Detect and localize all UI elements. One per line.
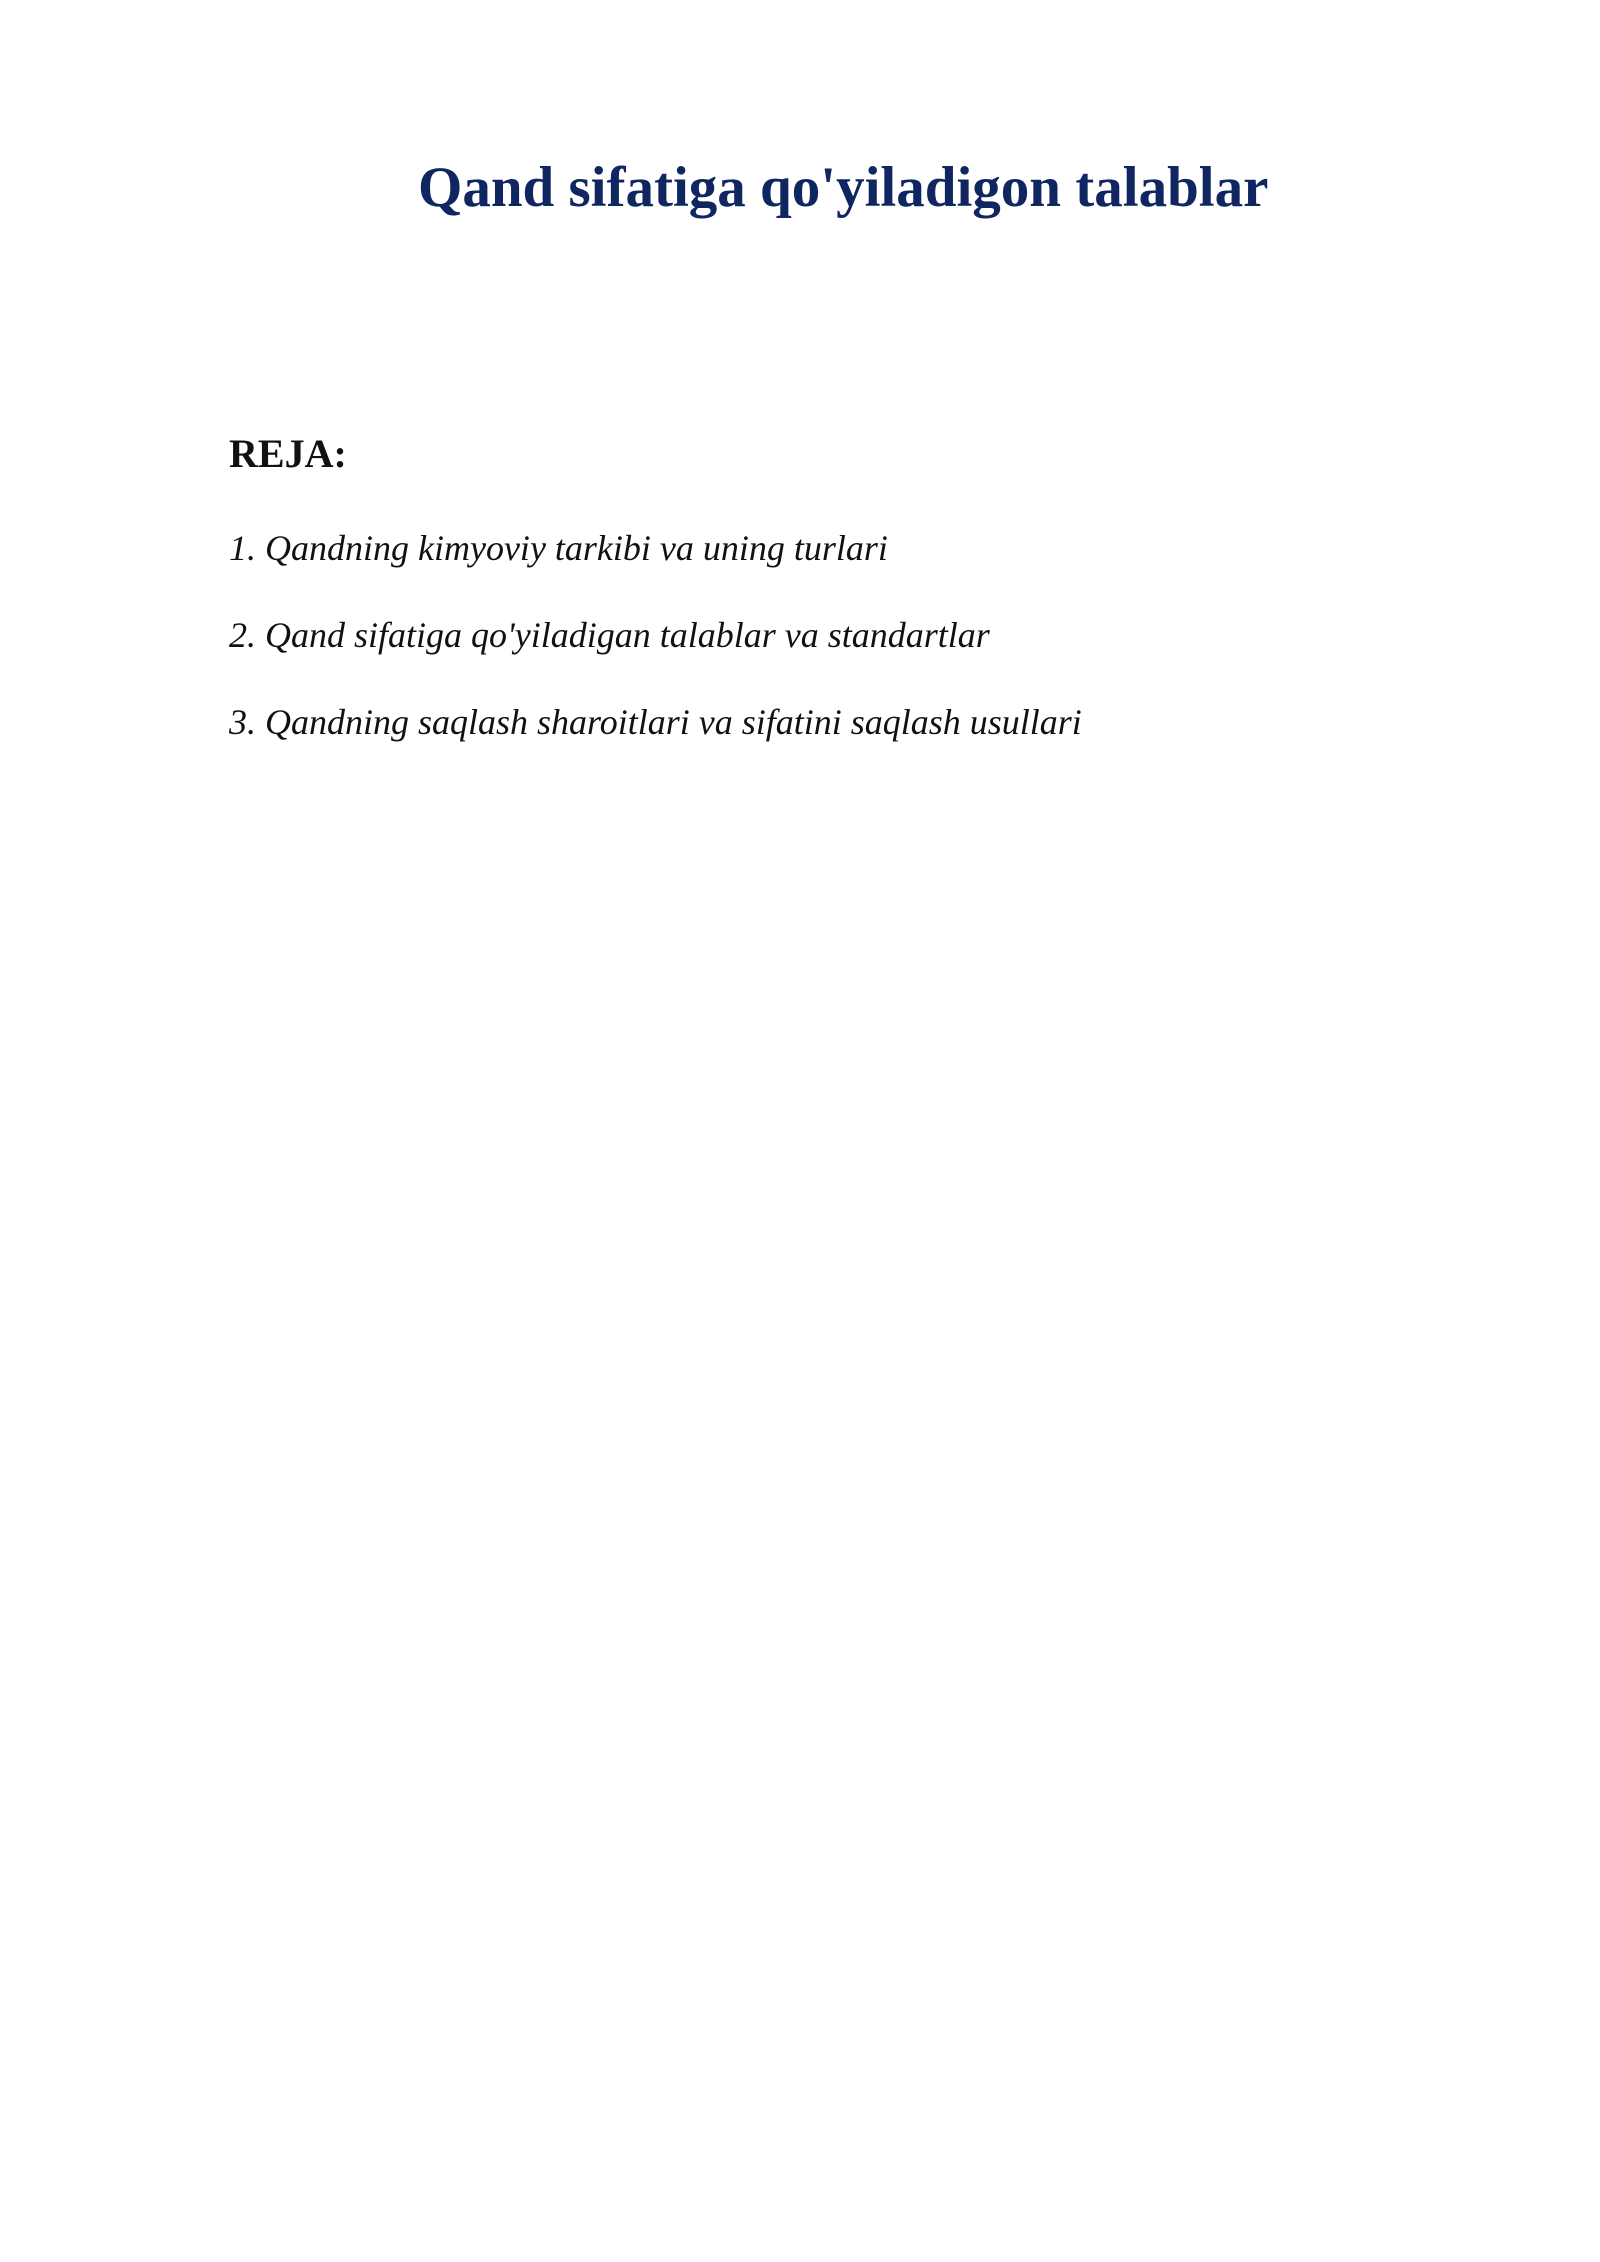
plan-heading: REJA:	[229, 431, 347, 476]
plan-item: 2. Qand sifatiga qo'yiladigan talablar va standartlar	[229, 615, 990, 655]
document-title: Qand sifatiga qo'yiladigon talablar	[418, 156, 1269, 219]
plan-list	[229, 518, 1082, 779]
plan-item: 1. Qandning kimyoviy tarkibi va uning turlari	[229, 528, 888, 568]
plan-item: 3. Qandning saqlash sharoitlari va sifatini saqlash usullari	[229, 702, 1082, 742]
